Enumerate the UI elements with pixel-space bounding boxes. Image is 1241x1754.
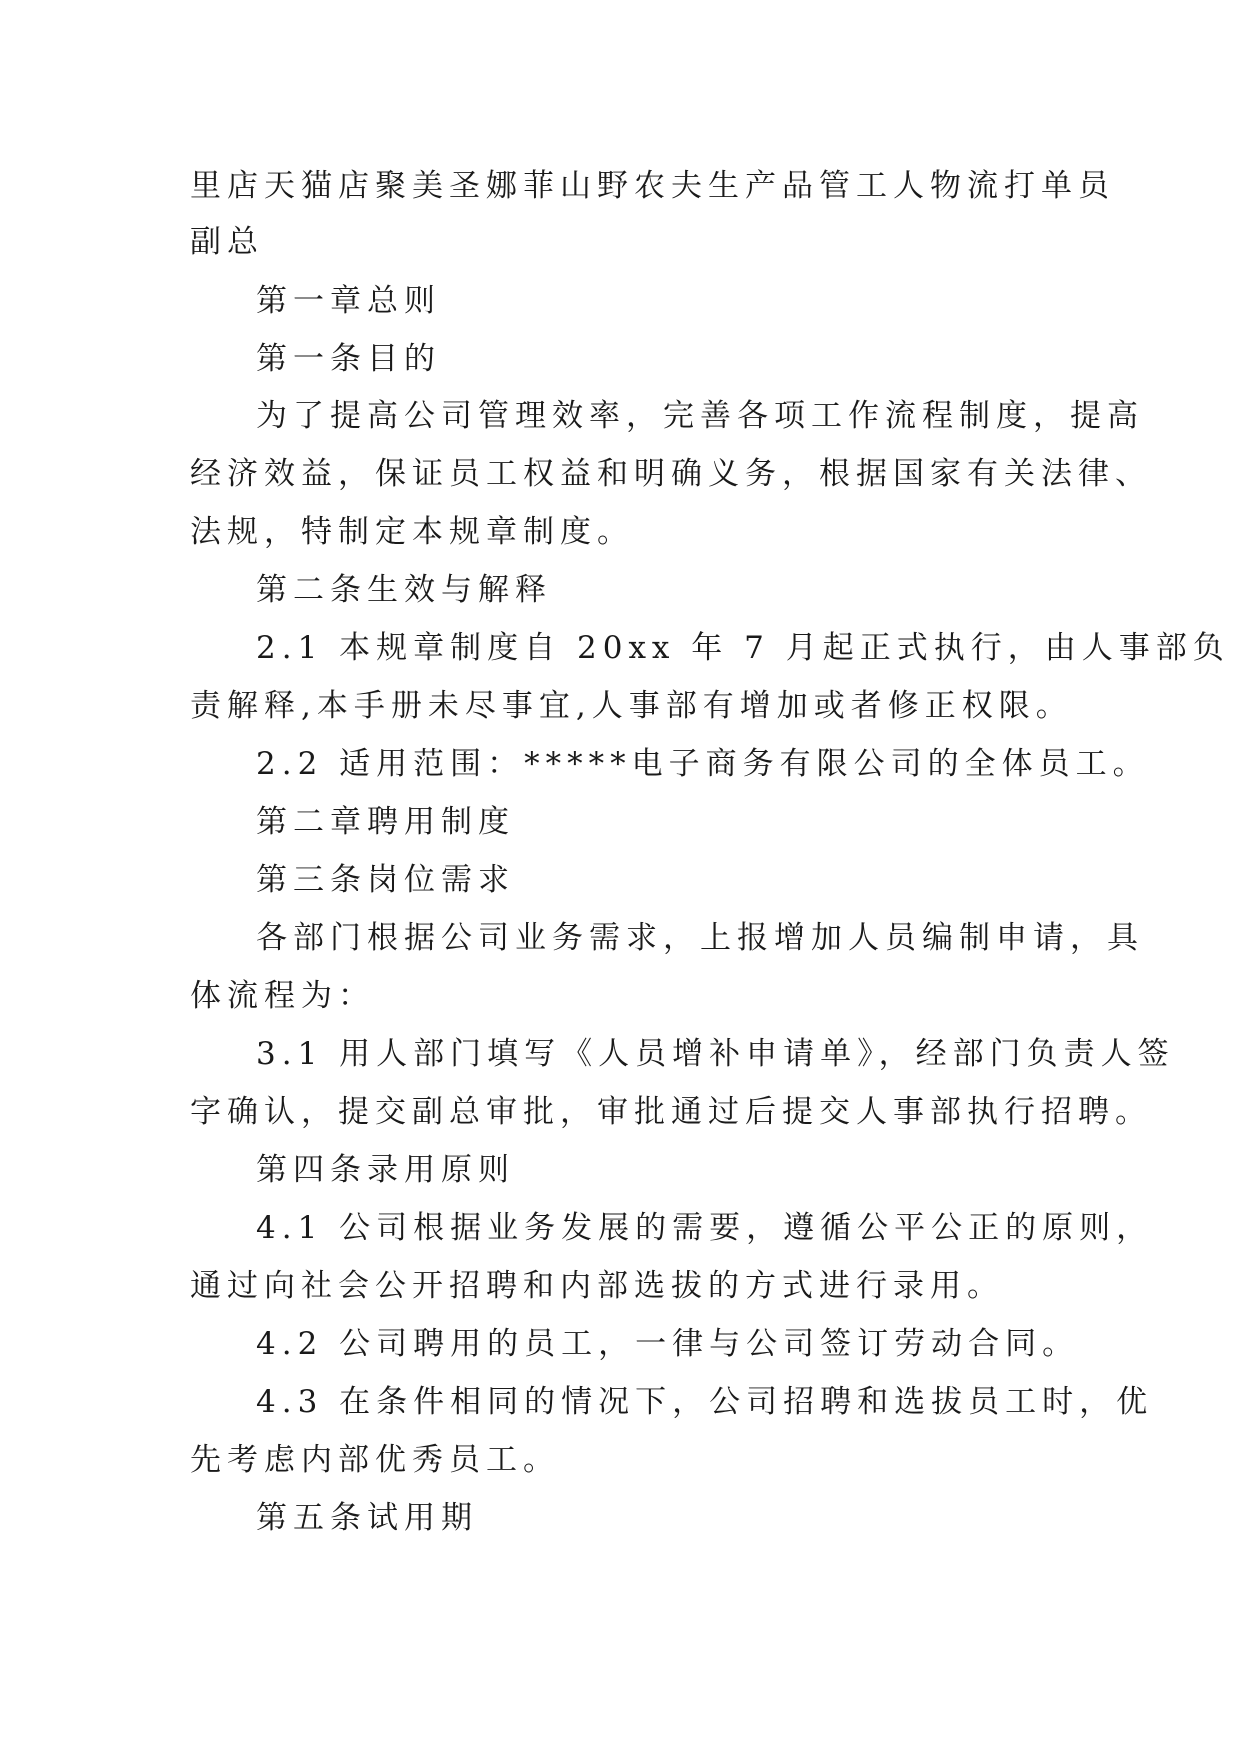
paragraph-line: 2.1 本规章制度自 20xx 年 7 月起正式执行，由人事部负 (256, 630, 1230, 666)
paragraph-line: 4.3 在条件相同的情况下，公司招聘和选拔员工时，优 (256, 1384, 1154, 1420)
paragraph-line: 体流程为： (190, 978, 375, 1014)
paragraph-line: 4.2 公司聘用的员工，一律与公司签订劳动合同。 (256, 1326, 1080, 1362)
article-heading: 第三条岗位需求 (256, 862, 515, 898)
paragraph-line: 经济效益，保证员工权益和明确义务，根据国家有关法律、 (190, 456, 1152, 492)
chapter-heading: 第二章聘用制度 (256, 804, 515, 840)
article-heading: 第四条录用原则 (256, 1152, 515, 1188)
paragraph-line: 责解释,本手册未尽事宜,人事部有增加或者修正权限。 (190, 688, 1073, 724)
article-heading: 第二条生效与解释 (256, 572, 552, 608)
paragraph-line: 字确认，提交副总审批，审批通过后提交人事部执行招聘。 (190, 1094, 1152, 1130)
paragraph-line: 3.1 用人部门填写《人员增补申请单》，经部门负责人签 (256, 1036, 1175, 1072)
paragraph-line: 法规，特制定本规章制度。 (190, 514, 634, 550)
article-heading: 第五条试用期 (256, 1500, 478, 1536)
text-line: 里店天猫店聚美圣娜菲山野农夫生产品管工人物流打单员 (190, 168, 1115, 204)
article-heading: 第一条目的 (256, 341, 441, 377)
chapter-heading: 第一章总则 (256, 283, 441, 319)
paragraph-line: 先考虑内部优秀员工。 (190, 1442, 560, 1478)
paragraph-line: 各部门根据公司业务需求，上报增加人员编制申请，具 (256, 920, 1144, 956)
paragraph-line: 通过向社会公开招聘和内部选拔的方式进行录用。 (190, 1268, 1004, 1304)
paragraph-line: 为了提高公司管理效率，完善各项工作流程制度，提高 (256, 398, 1144, 434)
paragraph-line: 4.1 公司根据业务发展的需要，遵循公平公正的原则， (256, 1210, 1154, 1246)
text-line: 副总 (190, 224, 264, 260)
paragraph-line: 2.2 适用范围：*****电子商务有限公司的全体员工。 (256, 746, 1150, 782)
